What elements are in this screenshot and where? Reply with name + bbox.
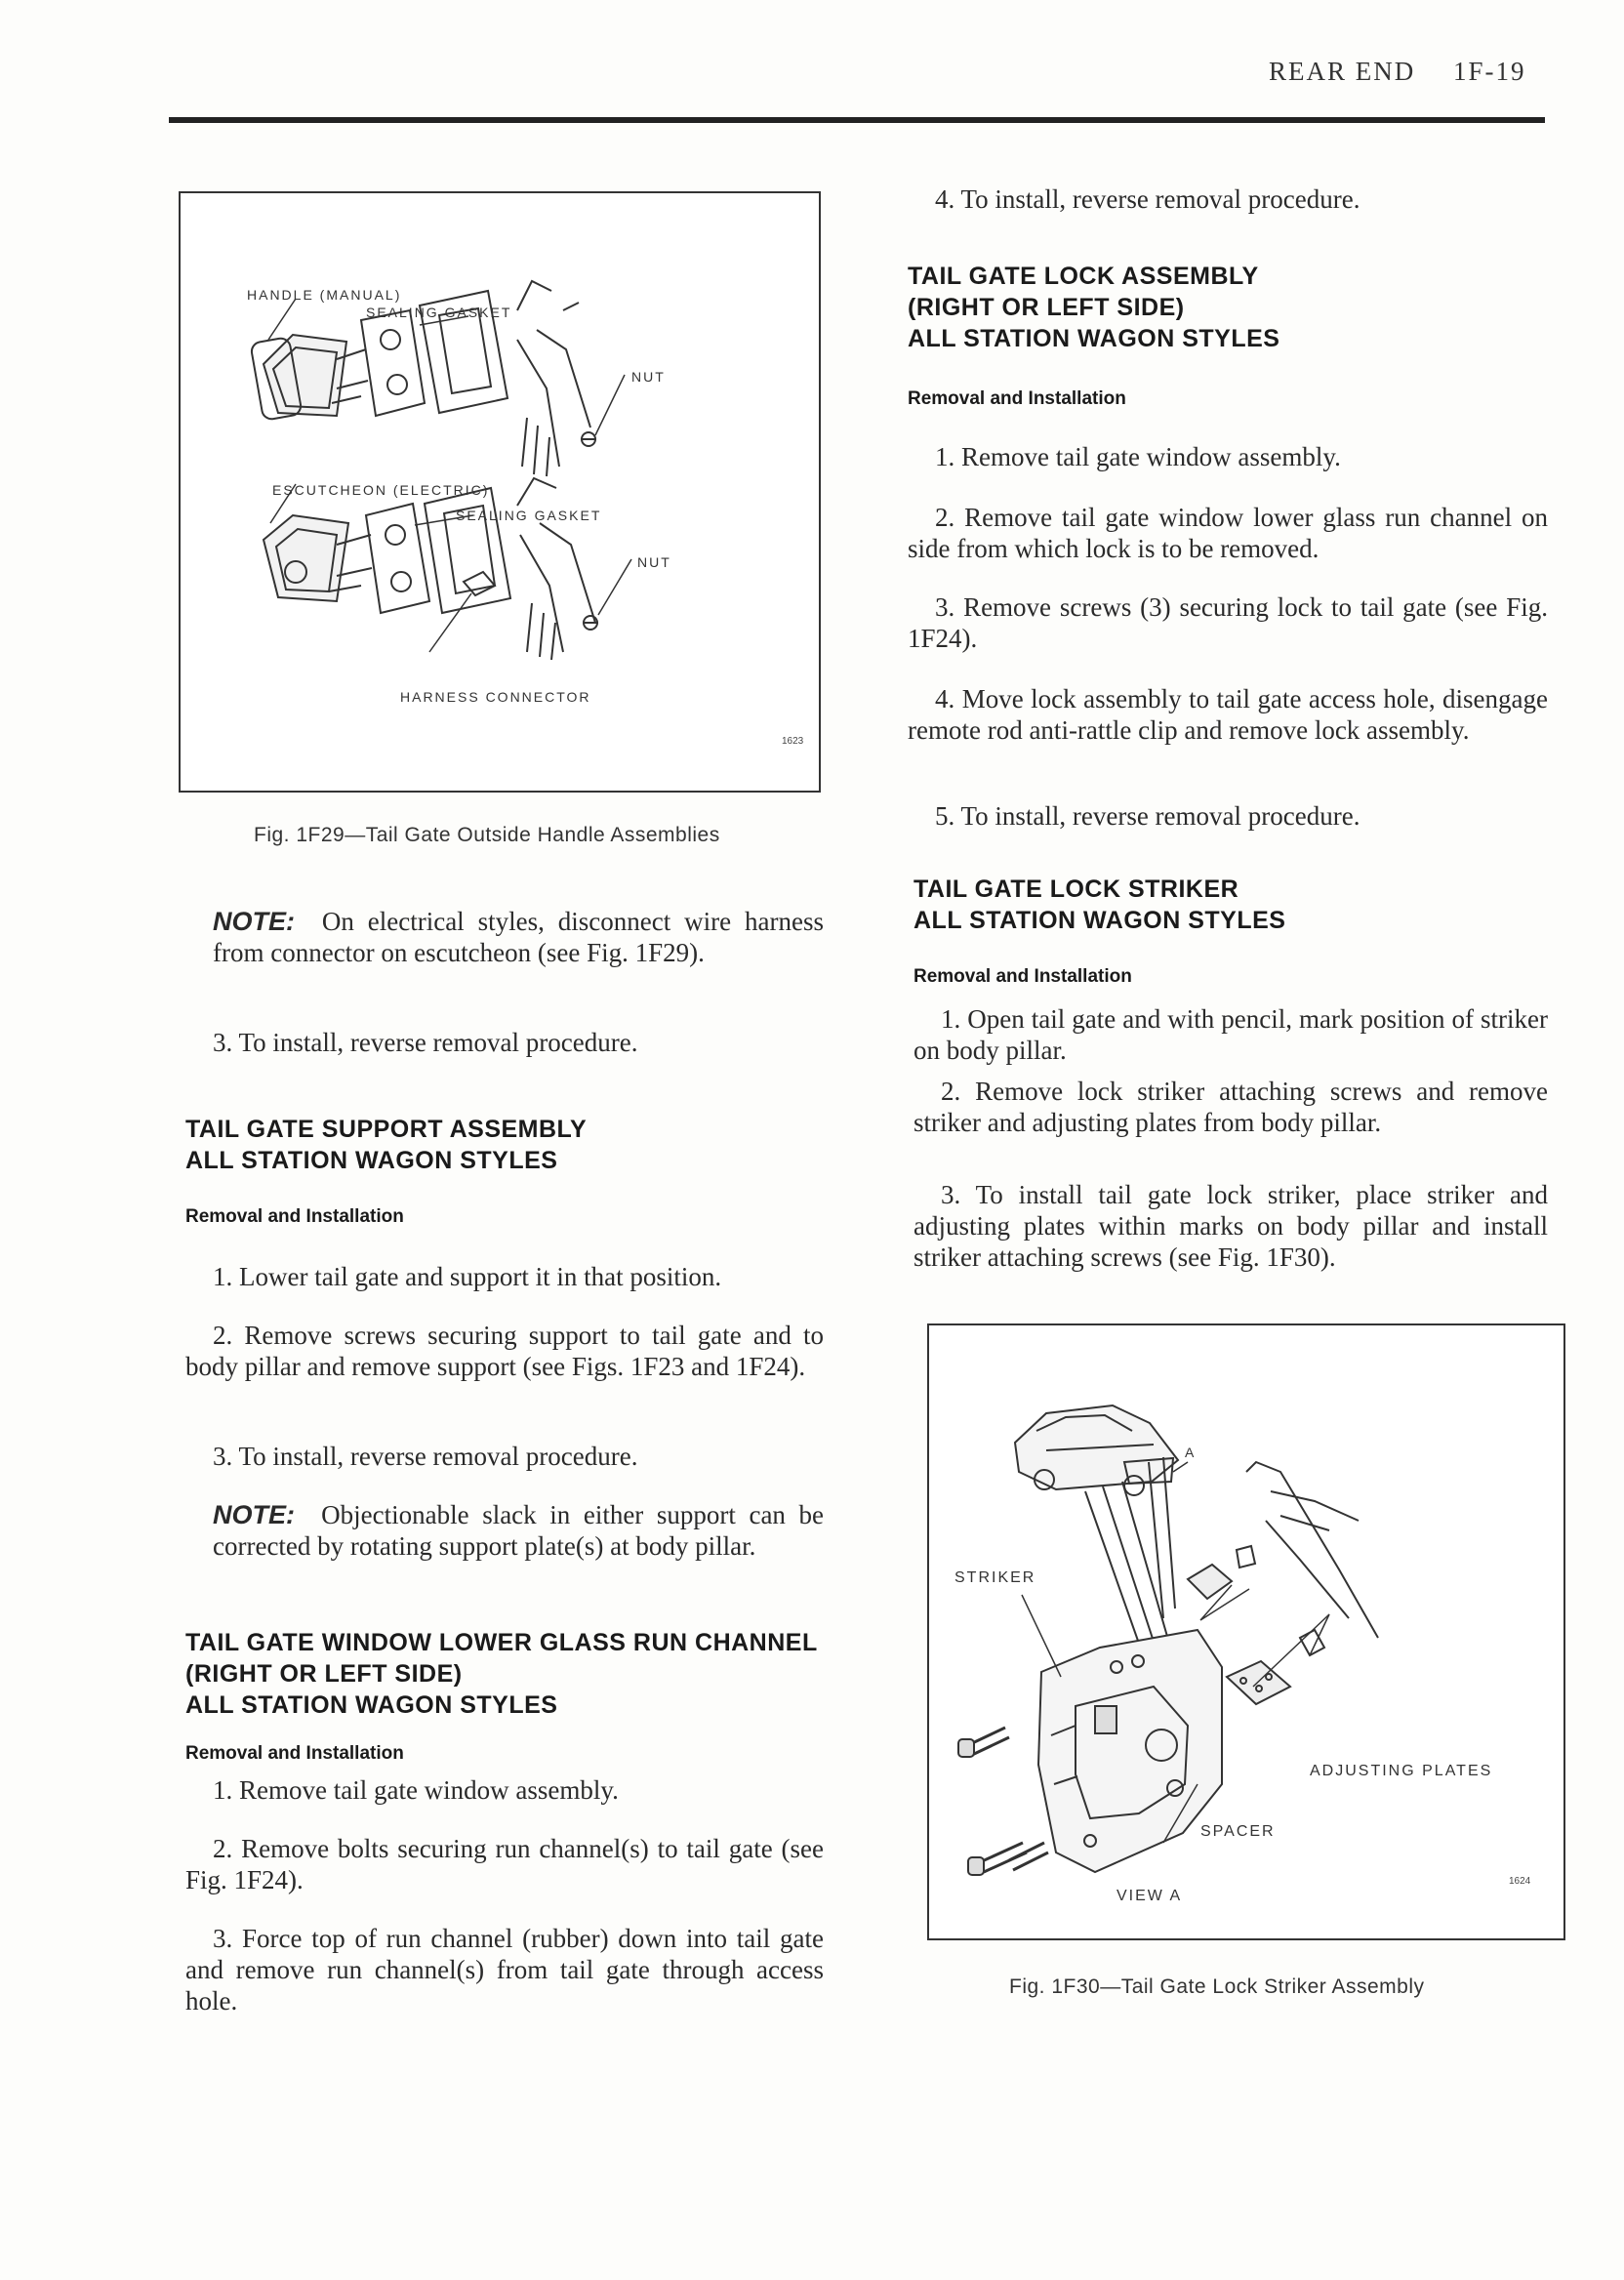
- heading-lock-styles: ALL STATION WAGON STYLES: [908, 325, 1280, 352]
- note-electrical: [213, 906, 824, 968]
- heading-run-side: (RIGHT OR LEFT SIDE): [185, 1660, 463, 1688]
- heading-striker-styles: ALL STATION WAGON STYLES: [914, 907, 1286, 934]
- step-text: 2. Remove bolts securing run channel(s) to tail gate (see Fig. 1F24).: [185, 1834, 824, 1894]
- step-text: 4. To install, reverse removal procedure.: [935, 184, 1360, 214]
- step-text: 3. To install, reverse removal procedure.: [213, 1028, 638, 1057]
- step-text: 3. Force top of run channel (rubber) down into tail gate and remove run channel(s) from tail gate through access hole.: [185, 1924, 824, 2015]
- section-title: REAR END: [1269, 57, 1416, 86]
- figure-1f29: [179, 191, 821, 793]
- heading-run-channel: TAIL GATE WINDOW LOWER GLASS RUN CHANNEL: [185, 1629, 818, 1656]
- label-view-a-marker: A: [1185, 1445, 1197, 1460]
- heading-lock-side: (RIGHT OR LEFT SIDE): [908, 294, 1185, 321]
- figure-id: 1623: [782, 736, 804, 747]
- subhead-run: Removal and Installation: [185, 1743, 404, 1764]
- note-text: Objectionable slack in either support can be corrected by rotating support plate(s) at body pillar.: [213, 1500, 824, 1561]
- label-striker: STRIKER: [954, 1569, 1036, 1586]
- label-adjusting-plates: ADJUSTING PLATES: [1310, 1763, 1493, 1779]
- figure-id: 1624: [1509, 1876, 1531, 1887]
- label-sealing-gasket-upper: SEALING GASKET: [366, 305, 512, 320]
- label-handle-manual: HANDLE (MANUAL): [247, 287, 402, 303]
- step-text: 1. Open tail gate and with pencil, mark position of striker on body pillar.: [914, 1004, 1548, 1065]
- label-nut-upper: NUT: [631, 369, 666, 385]
- step-text: 1. Remove tail gate window assembly.: [213, 1775, 619, 1805]
- step-text: 2. Remove lock striker attaching screws and remove striker and adjusting plates from body pillar.: [914, 1077, 1548, 1137]
- label-escutcheon-electric: ESCUTCHEON (ELECTRIC): [272, 482, 490, 498]
- heading-lock-assembly: TAIL GATE LOCK ASSEMBLY: [908, 263, 1259, 290]
- step-text: 3. To install, reverse removal procedure.: [213, 1442, 638, 1471]
- subhead-striker: Removal and Installation: [914, 966, 1132, 987]
- step-text: 5. To install, reverse removal procedure.: [935, 801, 1360, 831]
- subhead-lock: Removal and Installation: [908, 388, 1126, 409]
- heading-support-assembly: TAIL GATE SUPPORT ASSEMBLY: [185, 1116, 588, 1143]
- caption-1f30: Fig. 1F30—Tail Gate Lock Striker Assembly: [1009, 1975, 1425, 1998]
- note-label: NOTE:: [213, 1500, 295, 1529]
- step-text: 4. Move lock assembly to tail gate access hole, disengage remote rod anti-rattle clip and remove lock assembly.: [908, 684, 1548, 745]
- label-nut-lower: NUT: [637, 554, 671, 570]
- note-label: NOTE:: [213, 907, 295, 936]
- step-text: 1. Lower tail gate and support it in that position.: [213, 1262, 722, 1291]
- header-divider: [169, 117, 1545, 123]
- label-view-a: VIEW A: [1116, 1888, 1183, 1904]
- caption-1f29: Fig. 1F29—Tail Gate Outside Handle Assemblies: [254, 824, 720, 846]
- page-header: [1269, 57, 1526, 87]
- figure-1f30: [927, 1323, 1565, 1940]
- note-text: On electrical styles, disconnect wire harness from connector on escutcheon (see Fig. 1F29).: [213, 907, 825, 967]
- step-text: 2. Remove screws securing support to tail gate and to body pillar and remove support (see Figs. 1F23 and 1F24).: [185, 1321, 824, 1381]
- note-slack: [213, 1499, 824, 1562]
- subhead-support: Removal and Installation: [185, 1206, 404, 1227]
- heading-run-styles: ALL STATION WAGON STYLES: [185, 1691, 558, 1719]
- label-harness-connector: HARNESS CONNECTOR: [400, 689, 591, 705]
- page-number: 1F-19: [1453, 57, 1526, 86]
- heading-striker: TAIL GATE LOCK STRIKER: [914, 875, 1239, 903]
- step-text: 3. To install tail gate lock striker, place striker and adjusting plates within marks on body pillar and install striker attaching screws (see Fig. 1F30).: [914, 1180, 1548, 1272]
- striker-assembly-illustration: [929, 1325, 1563, 1938]
- step-text: 1. Remove tail gate window assembly.: [935, 442, 1341, 471]
- label-spacer: SPACER: [1200, 1823, 1276, 1840]
- label-sealing-gasket-lower: SEALING GASKET: [456, 508, 602, 523]
- heading-support-styles: ALL STATION WAGON STYLES: [185, 1147, 558, 1174]
- step-text: 2. Remove tail gate window lower glass run channel on side from which lock is to be removed.: [908, 503, 1548, 563]
- step-text: 3. Remove screws (3) securing lock to tail gate (see Fig. 1F24).: [908, 592, 1548, 653]
